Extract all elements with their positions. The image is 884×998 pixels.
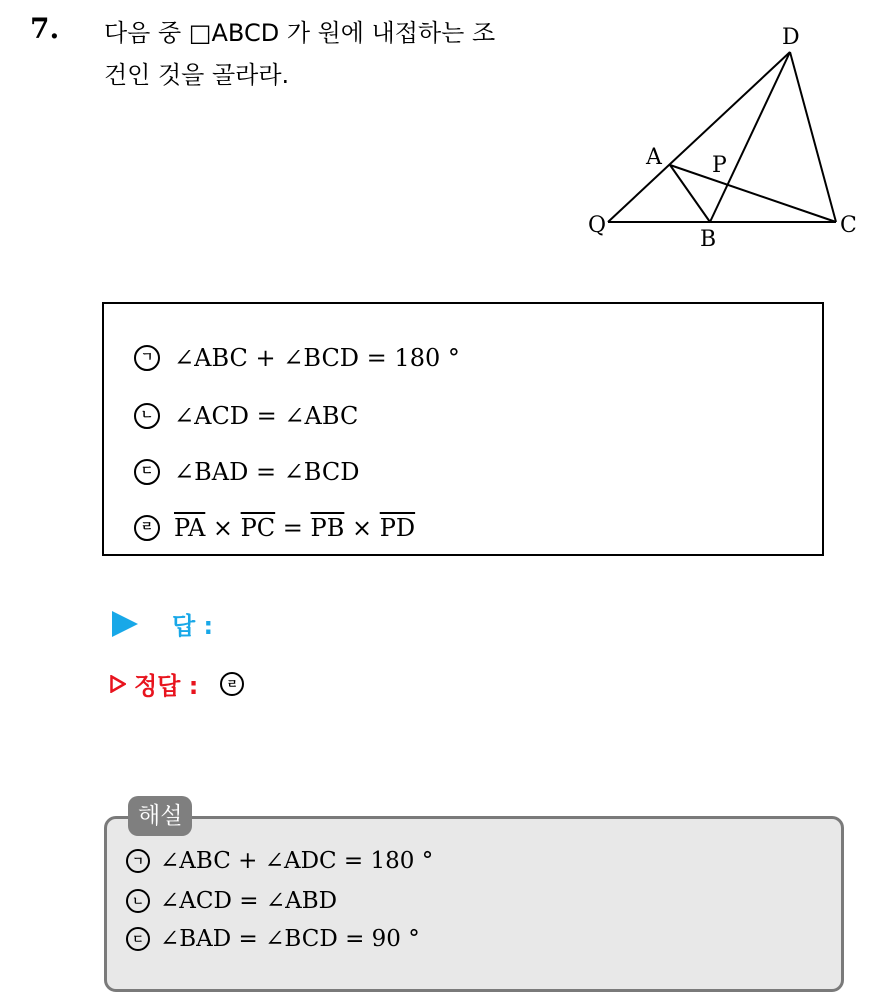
explanation-marker: ㄱ (126, 849, 150, 873)
label-C: C (840, 213, 857, 238)
segment-PA: $\overline{PA}$ (174, 514, 206, 542)
times-sign: × (344, 514, 380, 542)
question-text-line-1: 다음 중 □ABCD 가 원에 내접하는 조 (104, 19, 496, 47)
choice-marker: ㄱ (134, 345, 160, 371)
correct-answer-marker: ㄹ (220, 672, 244, 696)
choice-expression: ∠ABC + ∠BCD = 180 ° (174, 344, 460, 372)
explanation-tag: 해설 (128, 796, 192, 836)
outline-triangle-icon (110, 675, 126, 693)
segment-PD: $\overline{PD}$ (379, 514, 416, 542)
explanation-line-3 (126, 926, 420, 952)
segment-DB (710, 52, 790, 222)
explanation-marker: ㄷ (126, 927, 150, 951)
choice-2 (134, 396, 358, 436)
choice-expression: ∠ACD = ∠ABC (174, 402, 359, 430)
times-sign: × (205, 514, 241, 542)
explanation-line-2 (126, 888, 337, 914)
geometry-figure (580, 20, 870, 260)
explanation-expression: ∠ACD = ∠ABD (160, 888, 338, 914)
explanation-line-1 (126, 848, 433, 874)
explanation-expression: ∠BAD = ∠BCD = 90 ° (160, 926, 420, 952)
question-text-line-2: 건인 것을 골라라. (104, 61, 290, 89)
choice-expression: ∠BAD = ∠BCD (174, 458, 360, 486)
segment-PB: $\overline{PB}$ (310, 514, 345, 542)
choices-box (102, 302, 824, 556)
label-A: A (646, 145, 662, 170)
equals-sign: = (275, 514, 311, 542)
answer-label: 답 : (172, 612, 214, 640)
answer-row (112, 606, 213, 641)
choice-marker: ㄹ (134, 515, 160, 541)
label-Q: Q (588, 213, 607, 238)
choice-marker: ㄴ (134, 403, 160, 429)
question-text (104, 12, 524, 96)
play-triangle-icon (112, 611, 138, 637)
question-number: 7. (30, 12, 60, 45)
correct-answer-row (110, 666, 244, 701)
segment-PC: $\overline{PC}$ (240, 514, 276, 542)
choice-4 (134, 508, 415, 548)
label-D: D (782, 25, 800, 50)
label-B: B (700, 227, 717, 252)
segment-AB (670, 165, 710, 222)
correct-answer-label: 정답 : (134, 672, 199, 700)
segment-AC (670, 165, 836, 222)
choice-1 (134, 338, 460, 378)
explanation-marker: ㄴ (126, 889, 150, 913)
label-P: P (712, 153, 727, 178)
segment-DC (790, 52, 836, 222)
choice-marker: ㄷ (134, 459, 160, 485)
explanation-expression: ∠ABC + ∠ADC = 180 ° (160, 848, 434, 874)
choice-3 (134, 452, 359, 492)
